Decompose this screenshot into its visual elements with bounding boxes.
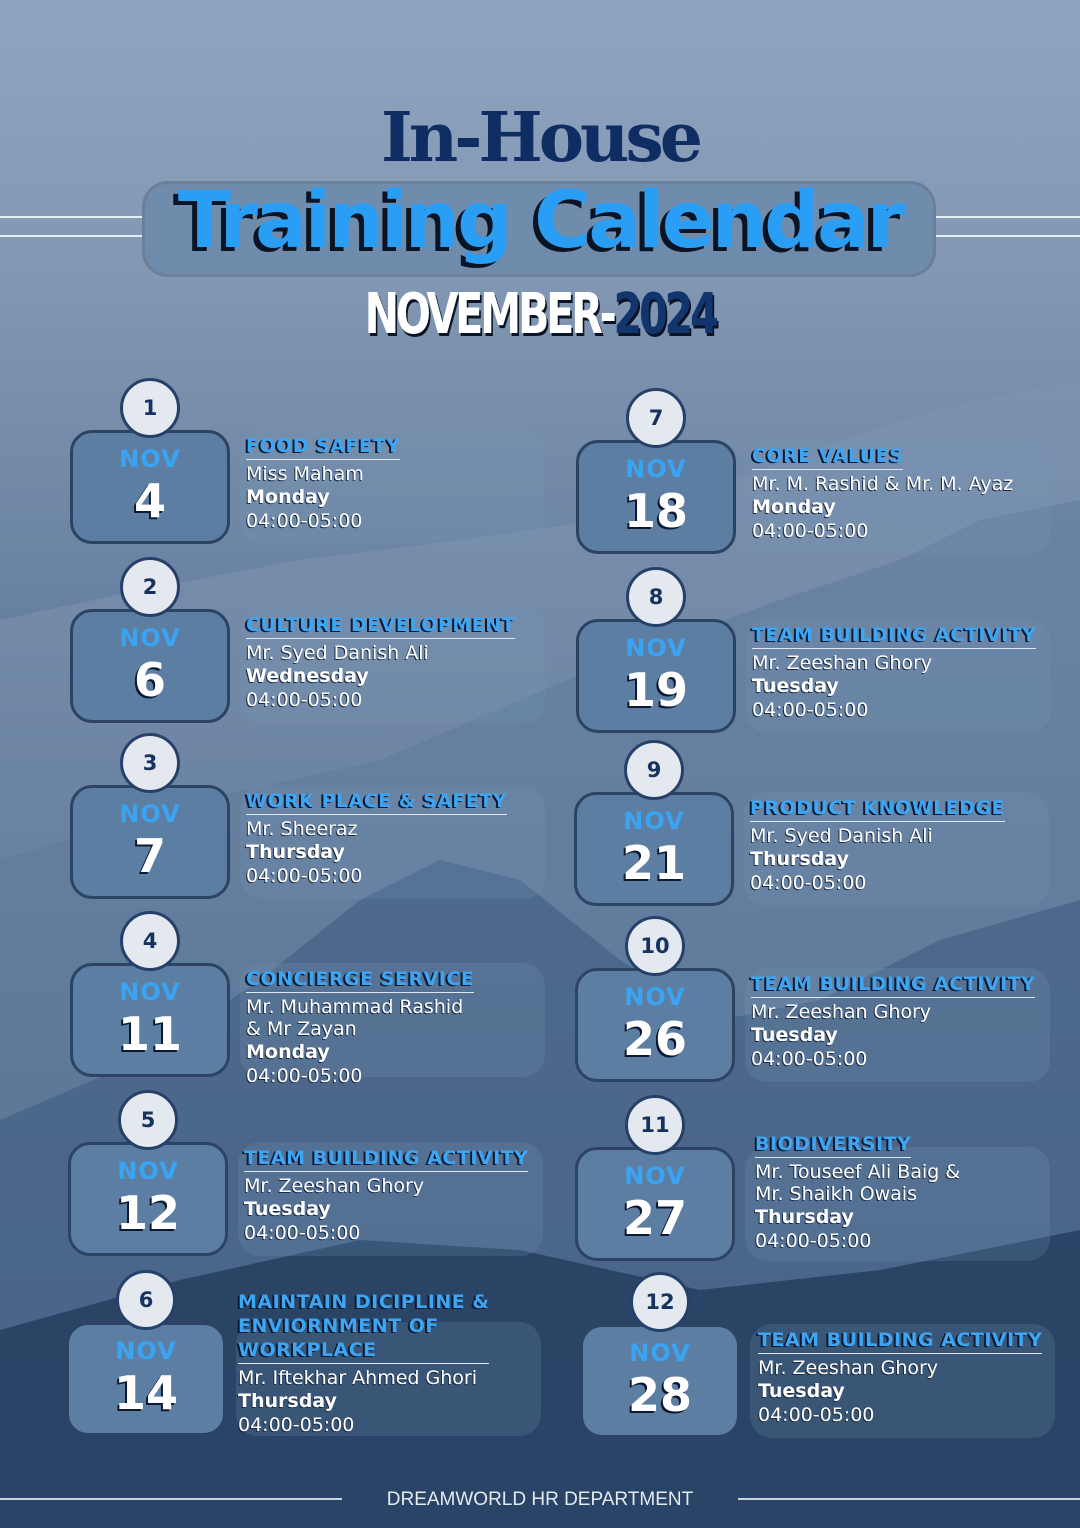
session-number: 8	[626, 567, 686, 627]
date-day: 28	[627, 1368, 692, 1422]
date-month: NOV	[119, 445, 181, 473]
session-trainer: Mr. Syed Danish Ali	[246, 642, 429, 664]
session-weekday: Tuesday	[752, 675, 839, 697]
date-month: NOV	[119, 978, 181, 1006]
date-day: 19	[623, 663, 688, 717]
session-card	[68, 1090, 548, 1262]
session-topic: FOOD SAFETY	[246, 434, 400, 460]
session-card	[70, 378, 550, 550]
session-trainer: Mr. Iftekhar Ahmed Ghori	[238, 1367, 477, 1389]
date-month: NOV	[119, 800, 181, 828]
session-time: 04:00-05:00	[758, 1404, 875, 1426]
session-trainer: Mr. Zeeshan Ghory	[244, 1175, 425, 1197]
session-info	[246, 967, 542, 1088]
session-topic: TEAM BUILDING ACTIVITY	[244, 1146, 528, 1172]
date-badge	[66, 1322, 226, 1436]
session-time: 04:00-05:00	[238, 1414, 355, 1436]
session-number: 12	[630, 1272, 690, 1332]
date-day: 7	[133, 829, 166, 883]
session-trainer: Mr. Zeeshan Ghory	[751, 1001, 932, 1023]
date-month: NOV	[625, 455, 687, 483]
footer-department: DREAMWORLD HR DEPARTMENT	[386, 1489, 694, 1510]
session-info	[246, 789, 542, 888]
date-month: NOV	[625, 634, 687, 662]
session-time: 04:00-05:00	[755, 1230, 872, 1252]
session-number: 6	[116, 1270, 176, 1330]
session-number: 9	[624, 740, 684, 800]
session-time: 04:00-05:00	[752, 520, 869, 542]
date-day: 11	[117, 1007, 182, 1061]
session-topic: PRODUCT KNOWLEDGE	[750, 796, 1005, 822]
date-month: NOV	[117, 1157, 179, 1185]
session-trainer: Mr. Muhammad Rashid & Mr Zayan	[246, 996, 464, 1040]
session-card	[70, 733, 550, 905]
session-number: 2	[120, 557, 180, 617]
date-badge	[580, 1324, 740, 1438]
session-info	[246, 434, 542, 533]
date-day: 18	[623, 484, 688, 538]
session-card	[575, 916, 1055, 1088]
session-topic: TEAM BUILDING ACTIVITY	[758, 1328, 1042, 1354]
date-badge	[68, 1142, 228, 1256]
session-trainer: Mr. Zeeshan Ghory	[752, 652, 933, 674]
date-day: 27	[622, 1191, 687, 1245]
date-month: NOV	[624, 1162, 686, 1190]
session-time: 04:00-05:00	[751, 1048, 868, 1070]
session-number: 5	[118, 1090, 178, 1150]
session-info	[751, 972, 1047, 1071]
session-card	[576, 567, 1056, 739]
session-topic: CORE VALUES	[752, 444, 903, 470]
date-day: 21	[621, 836, 686, 890]
session-weekday: Tuesday	[751, 1024, 838, 1046]
session-weekday: Monday	[752, 496, 836, 518]
session-trainer: Mr. M. Rashid & Mr. M. Ayaz	[752, 473, 1014, 495]
date-month: NOV	[624, 983, 686, 1011]
date-badge	[70, 963, 230, 1077]
session-card	[576, 388, 1056, 560]
session-topic: WORK PLACE & SAFETY	[246, 789, 507, 815]
date-badge	[70, 785, 230, 899]
session-info	[755, 1132, 1051, 1253]
session-number: 7	[626, 388, 686, 448]
month-year-heading	[97, 282, 983, 347]
session-time: 04:00-05:00	[750, 872, 867, 894]
session-number: 4	[120, 911, 180, 971]
date-badge	[575, 1147, 735, 1261]
session-info	[238, 1290, 534, 1437]
session-card	[70, 557, 550, 729]
date-badge	[70, 430, 230, 544]
session-card	[580, 1272, 1060, 1444]
session-trainer: Mr. Syed Danish Ali	[750, 825, 933, 847]
session-card	[574, 740, 1054, 912]
session-weekday: Monday	[246, 486, 330, 508]
session-time: 04:00-05:00	[246, 1065, 363, 1087]
session-trainer: Miss Maham	[246, 463, 364, 485]
month-label: NOVEMBER-	[364, 282, 614, 347]
session-card	[66, 1270, 546, 1442]
date-badge	[576, 440, 736, 554]
session-time: 04:00-05:00	[246, 865, 363, 887]
session-weekday: Thursday	[750, 848, 849, 870]
session-info	[752, 444, 1048, 543]
date-month: NOV	[115, 1337, 177, 1365]
session-info	[750, 796, 1046, 895]
session-topic: TEAM BUILDING ACTIVITY	[752, 623, 1036, 649]
session-weekday: Tuesday	[758, 1380, 845, 1402]
date-month: NOV	[629, 1339, 691, 1367]
session-weekday: Thursday	[755, 1206, 854, 1228]
date-day: 12	[115, 1186, 180, 1240]
session-weekday: Monday	[246, 1041, 330, 1063]
title-in-house: In-House	[380, 98, 700, 178]
session-trainer: Mr. Zeeshan Ghory	[758, 1357, 939, 1379]
session-info	[246, 613, 542, 712]
date-month: NOV	[119, 624, 181, 652]
session-topic: TEAM BUILDING ACTIVITY	[751, 972, 1035, 998]
session-time: 04:00-05:00	[246, 689, 363, 711]
session-info	[752, 623, 1048, 722]
date-day: 14	[113, 1366, 178, 1420]
date-day: 4	[133, 474, 166, 528]
session-time: 04:00-05:00	[246, 510, 363, 532]
session-topic: BIODIVERSITY	[755, 1132, 911, 1158]
date-badge	[575, 968, 735, 1082]
session-weekday: Tuesday	[244, 1198, 331, 1220]
session-weekday: Thursday	[238, 1390, 337, 1412]
date-month: NOV	[623, 807, 685, 835]
date-badge	[574, 792, 734, 906]
session-number: 10	[625, 916, 685, 976]
date-day: 6	[133, 653, 166, 707]
session-trainer: Mr. Sheeraz	[246, 818, 358, 840]
session-number: 11	[625, 1095, 685, 1155]
session-trainer: Mr. Touseef Ali Baig & Mr. Shaikh Owais	[755, 1161, 961, 1205]
header	[0, 0, 1080, 360]
session-topic: CULTURE DEVELOPMENT	[246, 613, 515, 639]
session-number: 3	[120, 733, 180, 793]
session-time: 04:00-05:00	[244, 1222, 361, 1244]
session-card	[70, 911, 550, 1087]
session-topic: MAINTAIN DICIPLINE & ENVIORNMENT OF WORKPLACE	[238, 1290, 489, 1364]
year-label: 2024	[613, 282, 716, 347]
session-info	[758, 1328, 1054, 1427]
session-topic: CONCIERGE SERVICE	[246, 967, 474, 993]
session-time: 04:00-05:00	[752, 699, 869, 721]
session-card	[575, 1095, 1055, 1267]
title-training-calendar: Training Calendar	[177, 176, 903, 266]
session-weekday: Wednesday	[246, 665, 369, 687]
date-badge	[70, 609, 230, 723]
session-info	[244, 1146, 540, 1245]
session-weekday: Thursday	[246, 841, 345, 863]
session-number: 1	[120, 378, 180, 438]
date-day: 26	[622, 1012, 687, 1066]
date-badge	[576, 619, 736, 733]
footer-right-rule	[738, 1498, 1080, 1500]
